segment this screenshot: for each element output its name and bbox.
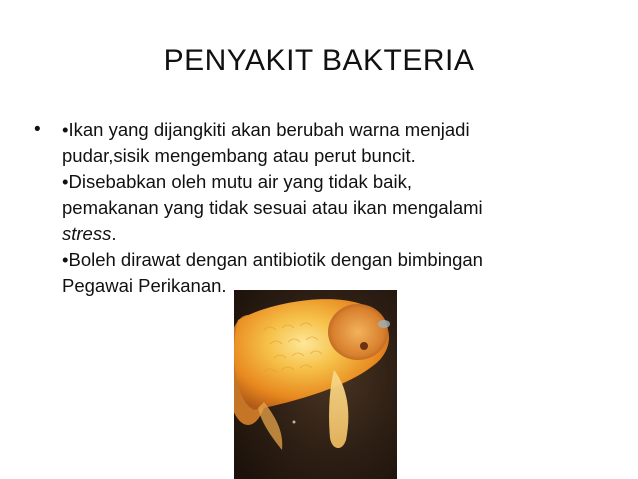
paragraph-2-line-1: •Disebabkan oleh mutu air yang tidak baik, [62, 171, 412, 192]
paragraph-1-line-2: pudar,sisik mengembang atau perut buncit. [62, 145, 416, 166]
paragraph-2-period: . [111, 223, 117, 244]
paragraph-3-line-2: Pegawai Perikanan. [62, 275, 227, 296]
paragraph-2-line-2: pemakanan yang tidak sesuai atau ikan mengalami [62, 197, 483, 218]
bullet-marker: • [34, 119, 41, 140]
slide-title: PENYAKIT BAKTERIA [163, 44, 475, 77]
goldfish-photo [234, 290, 397, 479]
paragraph-3-line-1: •Boleh dirawat dengan antibiotik dengan bimbingan [62, 249, 483, 270]
bullet-list [34, 117, 624, 299]
paragraph-2-line-3 [62, 221, 483, 247]
bullet-text [62, 117, 483, 299]
paragraph-1-line-1: •Ikan yang dijangkiti akan berubah warna menjadi [62, 119, 470, 140]
bullet-item [34, 117, 624, 299]
stress-word: stress [62, 223, 112, 244]
